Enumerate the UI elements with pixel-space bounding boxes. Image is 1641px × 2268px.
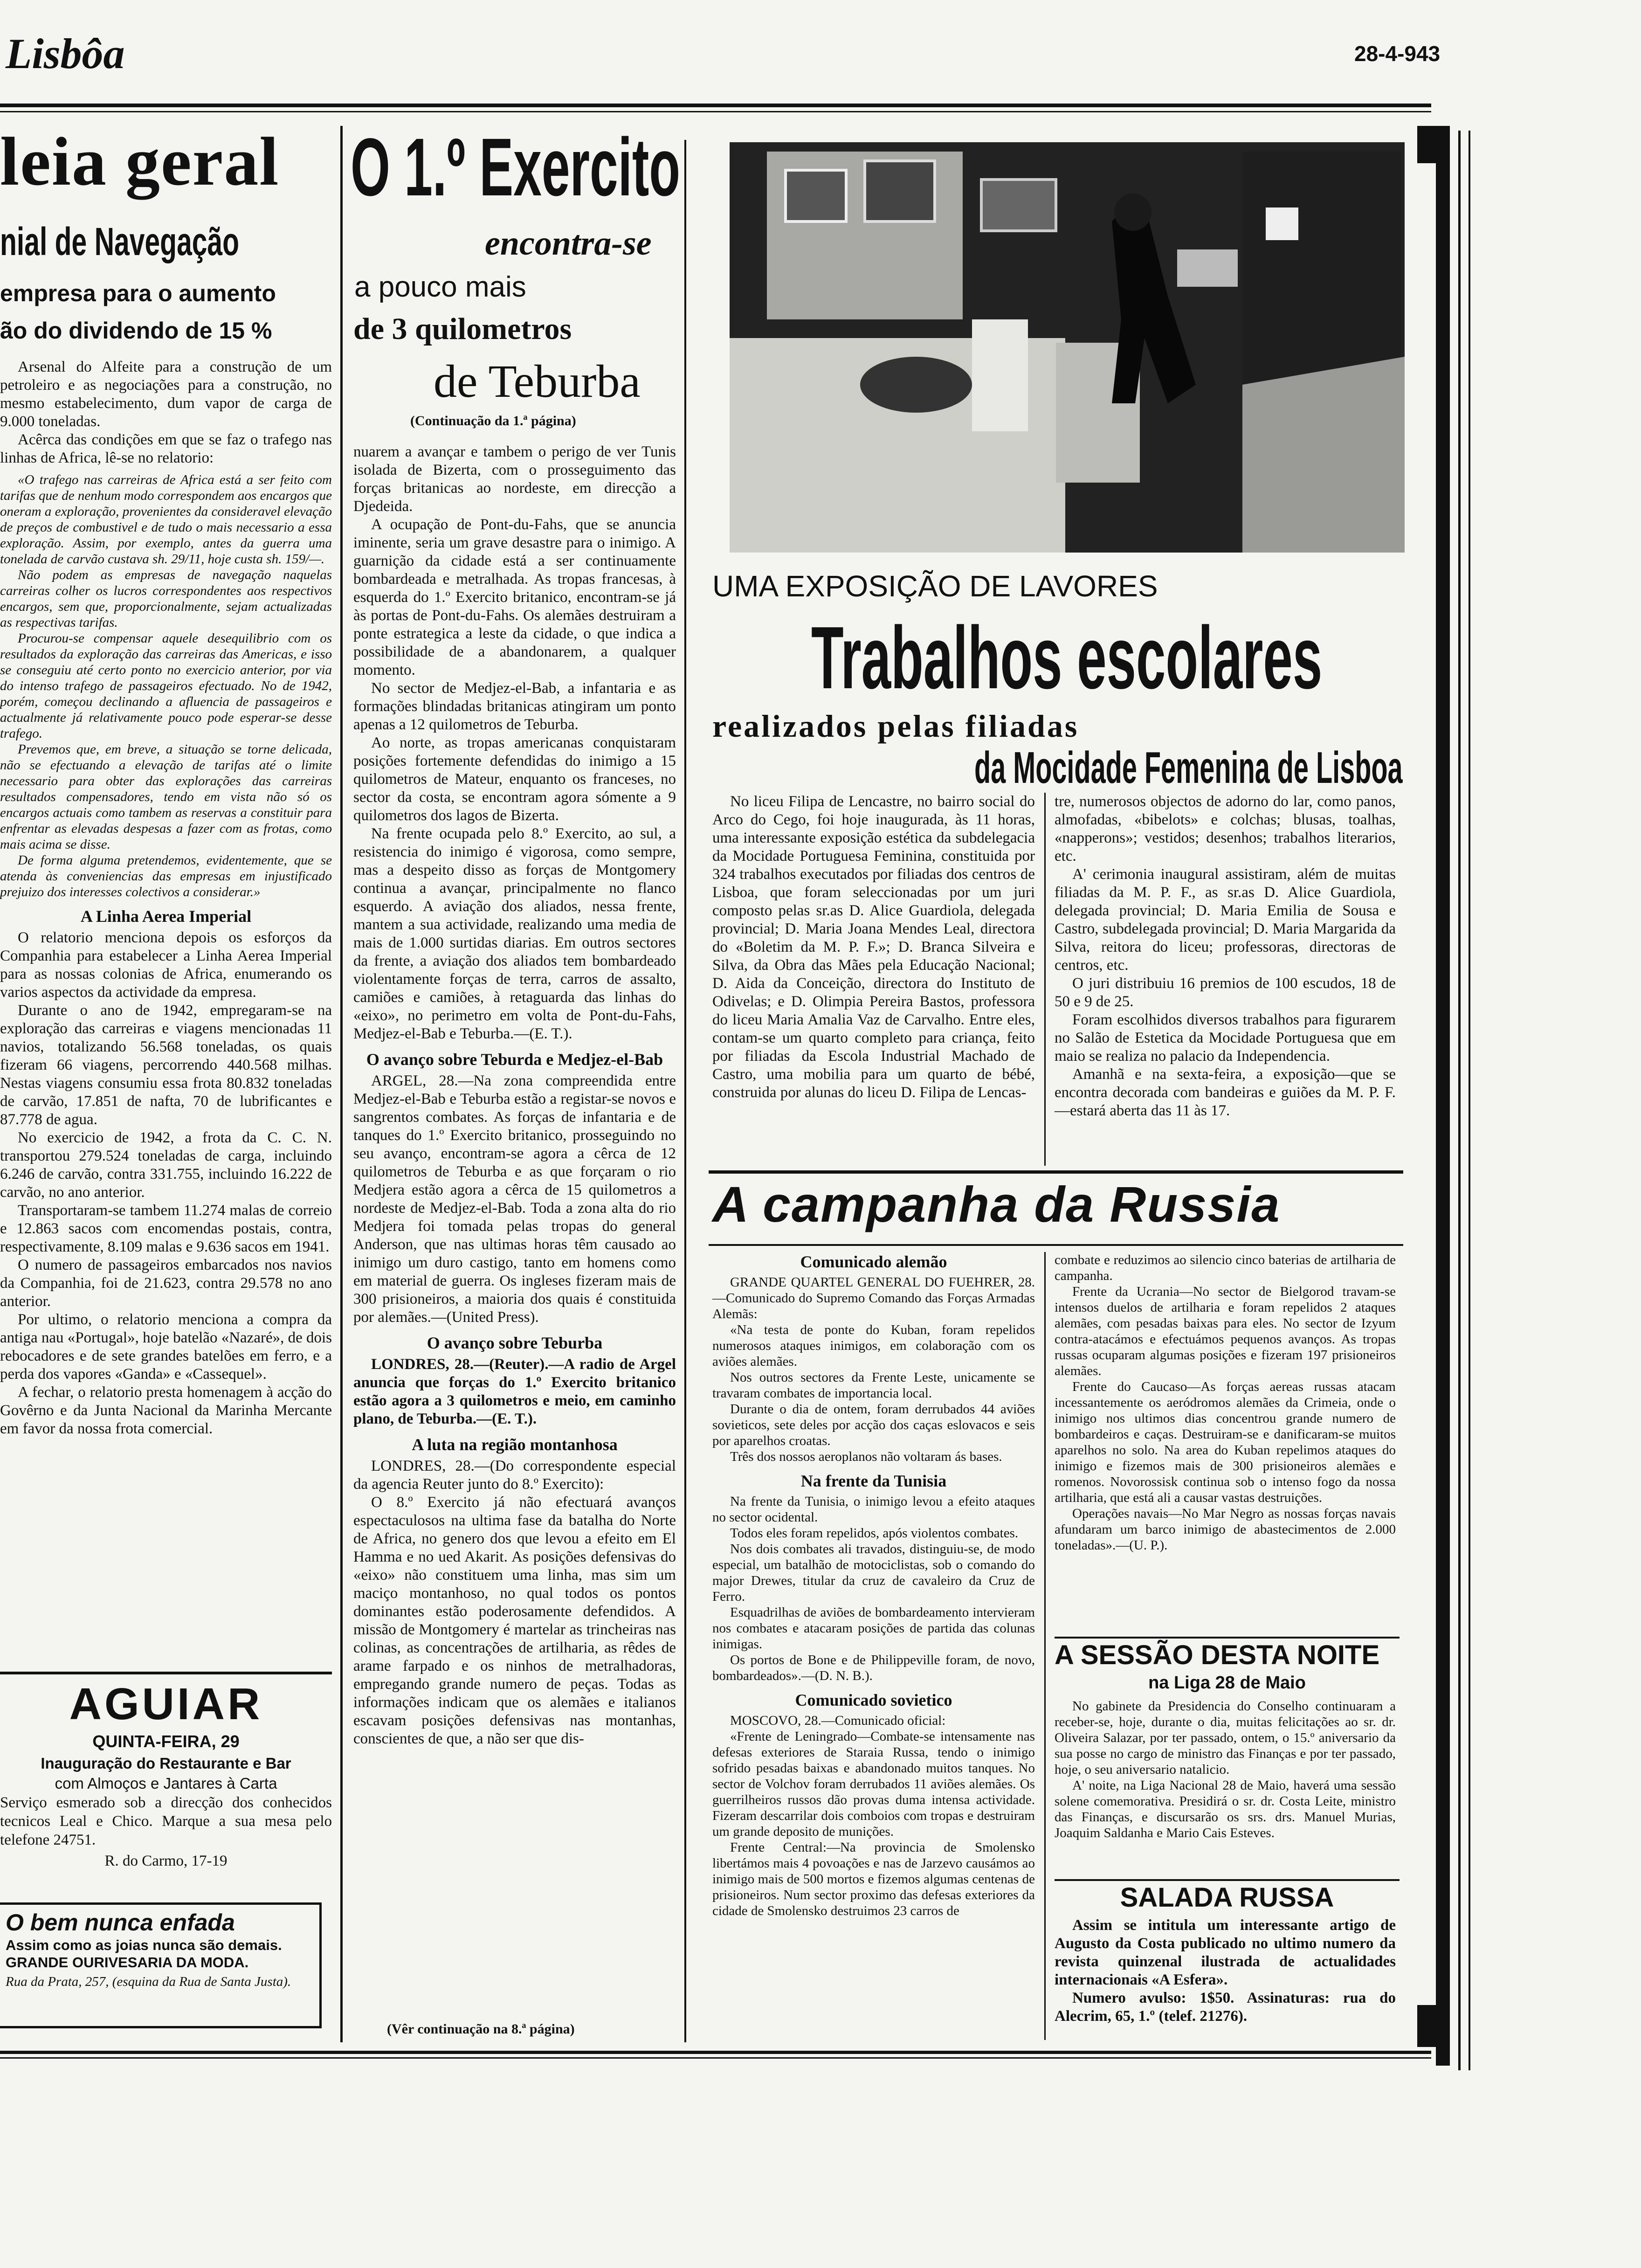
- ad-aguiar: [0, 1679, 332, 1873]
- russia-sub3: Comunicado sovietico: [795, 1691, 952, 1709]
- vertical-bar-thin: [1458, 131, 1461, 2070]
- sessao-headline: A SESSÃO DESTA NOITE: [1055, 1640, 1380, 1670]
- paragraph: A' cerimonia inaugural assistiram, além de muitas filiadas da M. P. F., as sr.as D. Alice Guardiola, delegada provincial; D. Maria Emilia de Sousa e Castro, subdelegada provincial; D. Maria Margarida da Silva, reitora do liceu; professoras, directoras de centros, etc.: [1055, 866, 1396, 974]
- ad-aguiar-line2: com Almoços e Jantares à Carta: [55, 1775, 277, 1792]
- ad-aguiar-name: AGUIAR: [69, 1679, 263, 1729]
- corner-block-top: [1417, 126, 1450, 163]
- center-continued: (Continuação da 1.ª página): [410, 413, 576, 429]
- ad-ourivesaria-address: Rua da Prata, 257, (esquina da Rua de Santa Justa).: [6, 1974, 291, 1989]
- paragraph: Amanhã e na sexta-feira, a exposição—que se encontra decorada com bandeiras e guiões da M. P. F.—estará aberta das 11 às 17.: [1055, 1066, 1396, 1119]
- center-divider: [684, 140, 686, 2042]
- paragraph: Todos eles foram repelidos, após violentos combates.: [730, 1526, 1019, 1541]
- exhibition-photo: [730, 142, 1405, 553]
- corner-block-bottom: [1417, 2005, 1450, 2047]
- paragraph: Foram escolhidos diversos trabalhos para figurarem no Salão de Estetica da Mocidade Portuguesa que em maio se realiza no palacio da Independencia.: [1055, 1011, 1396, 1065]
- paragraph: «Frente de Leningrado—Combate-se intensamente nas defesas exteriores de Staraia Russa, tendo o inimigo sofrido pesadas baixas e abandonado muitos tanques. No sector de Volchov foram derrubados 11 aviões alemães. Os guerrilheiros russos dão provas duma intensa actividade. Fizeram descarrilar dois comboios com tropas e destruiram um grande deposito de munições.: [712, 1729, 1035, 1839]
- paragraph: A' noite, na Liga Nacional 28 de Maio, haverá uma sessão solene comemorativa. Presidirá o sr. dr. Costa Leite, ministro das Finanças, e discursarão os srs. drs. Manuel Murias, Joaquim Saldanha e Mario Cais Esteves.: [1055, 1778, 1396, 1840]
- russia-sub2: Na frente da Tunisia: [800, 1472, 947, 1490]
- center-article-body: [353, 443, 676, 1748]
- russia-headline-rule: [709, 1244, 1403, 1246]
- paragraph: Arsenal do Alfeite para a construção de um petroleiro e as negociações para a construção, no mesmo estabelecimento, dum vapor de carga de 9.000 toneladas.: [0, 359, 332, 430]
- paragraph: No gabinete da Presidencia do Conselho continuaram a receber-se, hoje, durante o dia, muitas felicitações ao sr. dr. Oliveira Salazar, por ter passado, ontem, o 15.º aniversario da sua posse no cargo de ministro das Finanças e por ter passado, hoje, o seu aniversario natalicio.: [1055, 1699, 1396, 1777]
- paragraph: tre, numerosos objectos de adorno do lar, como panos, almofadas, «bibelots» e colchas; blusas, toalhas, «napperons»; vestidos; desenhos; trabalhos literarios, etc.: [1055, 793, 1396, 864]
- left-deck2: ão do dividendo de 15 %: [0, 318, 272, 344]
- ad-aguiar-line1: Inauguração do Restaurante e Bar: [41, 1755, 291, 1772]
- ad-ourivesaria-body: Assim como as joias nunca são demais. GRANDE OURIVESARIA DA MODA.: [6, 1937, 282, 1971]
- center-subhead-1: O avanço sobre Teburda e Medjez-el-Bab: [366, 1050, 663, 1069]
- salada-body: [1055, 1916, 1396, 2026]
- paragraph: Por ultimo, o relatorio menciona a compra da antiga nau «Portugal», hoje batelão «Nazaré», de dois rebocadores e de sete grandes batelões em ferro, e a perda dos vapores «Ganda» e «Cassequel».: [0, 1311, 332, 1383]
- sessao-sub: na Liga 28 de Maio: [1148, 1673, 1306, 1693]
- ad-top-rule: [0, 1672, 332, 1674]
- sessao-top-rule: [1055, 1637, 1400, 1639]
- quote-paragraph: «O trafego nas carreiras de Africa está a ser feito com tarifas que de nenhum modo correspondem aos encargos que oneram a exploração, provenientes da consideravel elevação de preços de combustivel e de tudo o mais necessario a essa exploração. Assim, por exemplo, antes da guerra uma tonelada de carvão custava sh. 29/11, hoje custa sh. 159/—.: [0, 472, 332, 567]
- ad-aguiar-day: QUINTA-FEIRA, 29: [92, 1732, 240, 1751]
- paragraph: Na frente ocupada pelo 8.º Exercito, ao sul, a resistencia do inimigo é vigorosa, como sempre, mas a despeito disso as forças de Montgomery continua a avançar, principalmente no flanco esquerdo. A aviação dos aliados, nessa frente, mantem a sua actividade, realizando uma media de mais de 1.000 surtidas diarias. Em outros sectores da frente, a aviação dos aliados tem bombardeado violentamente forças de terra, carros de assalto, camiões e camiões, à retaguarda das linhas do «eixo», no perimetro em volta de Pont-du-Fahs, Medjez-el-Bab e Teburba.—(E. T.).: [353, 825, 676, 1042]
- paragraph: Acêrca das condições em que se faz o trafego nas linhas de Africa, lê-se no relatorio:: [0, 431, 332, 466]
- center-headline: O 1.º Exercito: [351, 122, 680, 213]
- russia-sub1: Comunicado alemão: [800, 1252, 947, 1271]
- vertical-bar-thin-2: [1469, 131, 1470, 2070]
- vertical-bar: [1436, 135, 1450, 2066]
- paragraph: O numero de passageiros embarcados nos navios da Companhia, foi de 21.623, contra 29.578 no ano anterior.: [0, 1257, 332, 1310]
- salada-top-rule: [1055, 1879, 1400, 1881]
- paragraph: «Na testa de ponte do Kuban, foram repelidos numerosos ataques inimigos, em colaboração com os aviões alemães.: [712, 1322, 1035, 1369]
- paragraph: No exercicio de 1942, a frota da C. C. N. transportou 279.524 toneladas de carga, incluindo 6.246 de carvão, contra 331.755, incluindo 16.222 de carvão, no ano anterior.: [0, 1129, 332, 1201]
- ad-ourivesaria: [0, 1902, 322, 2028]
- paragraph: Durante o dia de ontem, foram derrubados 44 aviões sovieticos, sete deles por acção dos caças eslovacos e seis por aparelhos croatas.: [712, 1402, 1035, 1448]
- paragraph: combate e reduzimos ao silencio cinco baterias de artilharia de campanha.: [1055, 1252, 1396, 1283]
- ad-ourivesaria-title: O bem nunca enfada: [6, 1909, 235, 1936]
- center-subhead-2: O avanço sobre Teburba: [427, 1334, 603, 1352]
- expo-col-divider: [1044, 793, 1046, 1166]
- quote-paragraph: Procurou-se compensar aquele desequilibrio com os resultados da exploração das carreiras das Americas, e isso se conseguiu até certo ponto no exercicio anterior, por via do intenso trafego de passageiros efectuado. No de 1942, porém, começou declinando a afluencia de passageiros e actualmente já relativamente pouco pode esperar-se desse trafego.: [0, 631, 332, 741]
- paragraph: No liceu Filipa de Lencastre, no bairro social do Arco do Cego, foi hoje inaugurada, às 11 horas, uma interessante exposição estética da subdelegacia da Mocidade Portuguesa Feminina, constituida por 324 trabalhos executados por filiadas dos centros de Lisboa, que foram seleccionadas por um juri composto pelas sr.as D. Alice Guardiola, delegada provincial; D. Maria Joana Mendes Leal, directora do «Boletim da M. P. F.»; D. Branca Silveira e Silva, da Obra das Mães pela Educação Nacional; D. Aida da Conceição, directora do Instituto de Odivelas; e D. Olimpia Pereira Bastos, professora do liceu Maria Amalia Vaz de Carvalho. Entre eles, contam-se um quarto completo para criança, feito por filiadas da Escola Industrial Machado de Castro, uma mobilia para um quarto de bébé, construida por alunas do liceu D. Filipa de Lencas-: [712, 793, 1035, 1101]
- paragraph: Frente da Ucrania—No sector de Bielgorod travam-se intensos duelos de artilharia e foram repelidos 2 ataques alemães, com pesadas baixas para eles. No sector de Izyum contra-atacámos e efectuámos pequenos avanços. As tropas russas ocuparam algumas posições e fizeram 197 prisioneiros alemães.: [1055, 1284, 1396, 1378]
- paragraph: O relatorio menciona depois os esforços da Companhia para estabelecer a Linha Aerea Imperial para as nossas colonias de Africa, enumerando os varios aspectos da actividade da empresa.: [0, 929, 332, 1001]
- paragraph: O 8.º Exercito já não efectuará avanços espectaculosos na ultima fase da batalha do Norte de Africa, no genero dos que levou a efeito em El Hamma e no ued Akarit. As posições defensivas do «eixo» não constituem uma linha, mas sim um maciço montanhoso, no qual todos os pontos dominantes estão poderosamente defendidos. A missão de Montgomery é martelar as trincheiras nas colinas, as concentrações de artilharia, as rêdes de arame farpado e os ninhos de metralhadoras, empregando grande numero de peças. Todas as informações indicam que os alemães e italianos escavam posições defensivas nas montanhas, conscientes de que, a não ser que dis-: [353, 1494, 676, 1747]
- paragraph: Ao norte, as tropas americanas conquistaram posições fortemente defendidas do inimigo a 15 quilometros de Mateur, enquanto os franceses, no sector da costa, se encontram agora sómente a 9 quilometros dos lagos de Bizerta.: [353, 734, 676, 824]
- quote-paragraph: Prevemos que, em breve, a situação se torne delicada, não se efectuando a elevação de tarifas até o limite necessario para obter das explorações das carreiras resultados compensadores, tendo em vista não só os encargos actuais como tambem as reservas a constituir para enfrentar as elevadas despesas a fazer com as frotas, como mais acima se disse.: [0, 742, 332, 852]
- left-deck1: empresa para o aumento: [0, 280, 276, 306]
- paragraph: nuarem a avançar e tambem o perigo de ver Tunis isolada de Bizerta, com o prosseguimento das forças britanicas ao nordeste, em direcção a Djedeida.: [353, 443, 676, 515]
- paragraph: A fechar, o relatorio presta homenagem à acção do Govêrno e da Junta Nacional da Marinha Mercante em favor da nossa frota comercial.: [0, 1384, 332, 1437]
- center-deck3: de 3 quilometros: [353, 312, 572, 346]
- footer-rule-thin: [0, 2057, 1431, 2059]
- expo-headline: Trabalhos escolares: [811, 608, 1323, 707]
- expo-kicker: UMA EXPOSIÇÃO DE LAVORES: [712, 569, 1158, 603]
- sessao-body: [1055, 1698, 1396, 1841]
- russia-col1: [712, 1252, 1035, 1919]
- center-deck2: a pouco mais: [354, 271, 526, 303]
- left-article-body: [0, 358, 332, 1438]
- paragraph: ARGEL, 28.—Na zona compreendida entre Medjez-el-Bab e Teburba estão a registar-se novos e sangrentos combates. As forças de infantaria e de tanques do 1.º Exercito britanico, prosseguindo no seu avanço, encontram-se agora a cêrca de 12 quilometros de Teburba e as que forçaram o rio Medjera estão agora a cêrca de 15 quilometros a nordeste de Medjez-el-Bab. Toda a zona alta do rio Medjera foi tomada pelas tropas do general Anderson, que nas ultimas horas têm causado ao inimigo um duro castigo, tanto em homens como em material de guerra. Os ingleses fizeram mais de 300 prisioneiros, a maioria dos quais é constituida por alemães.—(United Press).: [353, 1072, 676, 1326]
- left-headline-divider: [340, 126, 343, 2042]
- paragraph: LONDRES, 28.—(Do correspondente especial da agencia Reuter junto do 8.º Exercito):: [353, 1458, 676, 1493]
- ad-aguiar-body: Serviço esmerado sob a direcção dos conhecidos tecnicos Leal e Chico. Marque a sua mesa pelo telefone 24751.: [0, 1794, 332, 1848]
- header-rule-thin: [0, 111, 1431, 112]
- ad-aguiar-address: R. do Carmo, 17-19: [104, 1853, 228, 1869]
- expo-deck2: da Mocidade Femenina de Lisboa: [974, 743, 1403, 793]
- paragraph: Frente Central:—Na provincia de Smolensko libertámos mais 4 povoações e nas de Jarzevo causámos ao inimigo mais de 500 mortos e fizemos algumas centenas de prisioneiros. Num sector proximo das defesas exteriores da cidade de Smolensko destruimos 23 carros de: [712, 1840, 1035, 1918]
- quote-paragraph: De forma alguma pretendemos, evidentemente, que se atenda às conveniencias das empresas em injustificado prejuizo dos interesses colectivos a considerar.»: [0, 853, 332, 899]
- paragraph: Na frente da Tunisia, o inimigo levou a efeito ataques no sector ocidental.: [712, 1494, 1035, 1525]
- paragraph: Os portos de Bone e de Philippeville foram, de novo, bombardeados».—(D. N. B.).: [712, 1653, 1035, 1683]
- quote-paragraph: Não podem as empresas de navegação naquelas carreiras colher os lucros correspondentes aos respectivos encargos, sem que, proporcionalmente, sejam actualizadas as respectivas tarifas.: [0, 567, 332, 630]
- header-rule: [0, 104, 1431, 107]
- paragraph: Transportaram-se tambem 11.274 malas de correio e 12.863 sacos com encomendas postais, contra, respectivamente, 8.109 malas e 9.636 sacos em 1941.: [0, 1202, 332, 1255]
- photo-illustration: [730, 142, 1405, 553]
- paragraph: Esquadrilhas de aviões de bombardeamento intervieram nos combates e atacaram posições de partida das colunas inimigas.: [712, 1605, 1035, 1652]
- center-continued-end: (Vêr continuação na 8.ª página): [387, 2021, 575, 2037]
- issue-date: 28-4-943: [1354, 41, 1441, 66]
- paragraph: MOSCOVO, 28.—Comunicado oficial:: [730, 1713, 946, 1728]
- paragraph: O juri distribuiu 16 premios de 100 escudos, 18 de 50 e 9 de 25.: [1055, 975, 1396, 1010]
- expo-deck1: realizados pelas filiadas: [712, 708, 1079, 744]
- paragraph: Durante o ano de 1942, empregaram-se na exploração das carreiras e viagens mencionadas 11 navios, totalizando 56.568 toneladas, os quais fizeram 66 viagens, percorrendo 440.568 milhas. Nestas viagens consumiu essa frota 80.832 toneladas de carvão, 17.851 de nafta, 70 de lubrificantes e 87.778 de agua.: [0, 1002, 332, 1128]
- center-deck4: de Teburba: [434, 355, 641, 407]
- footer-rule: [0, 2051, 1431, 2054]
- salada-headline: SALADA RUSSA: [1120, 1882, 1334, 1913]
- expo-col1: [712, 793, 1035, 1102]
- expo-col2: [1055, 793, 1396, 1120]
- paragraph: Numero avulso: 1$50. Assinaturas: rua do Alecrim, 65, 1.º (telef. 21276).: [1055, 1990, 1396, 2025]
- paragraph: Operações navais—No Mar Negro as nossas forças navais afundaram um barco inimigo de abastecimentos de 2.000 toneladas».—(U. P.).: [1055, 1506, 1396, 1553]
- paragraph: Assim se intitula um interessante artigo de Augusto da Costa publicado no ultimo numero da revista quinzenal ilustrada de actualidades internacionais «A Esfera».: [1055, 1917, 1396, 1988]
- paragraph: Três dos nossos aeroplanos não voltaram ás bases.: [730, 1449, 1002, 1464]
- left-subhead: A Linha Aerea Imperial: [80, 907, 252, 926]
- paragraph: A ocupação de Pont-du-Fahs, que se anuncia iminente, seria um grave desastre para o inimigo. A guarnição da cidade está a ser continuamente bombardeada e metralhada. As tropas francesas, à esquerda do 1.º Exercito britanico, encontram-se já às portas de Pont-du-Fahs. Os alemães destruiram a ponte estrategica a leste da cidade, o que indica a possibilidade de a abandonarem, a qualquer momento.: [353, 516, 676, 678]
- russia-top-rule: [709, 1170, 1403, 1174]
- russia-col2: [1055, 1252, 1396, 1553]
- russia-col-divider: [1044, 1252, 1046, 2040]
- russia-headline: A campanha da Russia: [712, 1176, 1281, 1232]
- paragraph: No sector de Medjez-el-Bab, a infantaria e as formações blindadas britanicas atingiram um ponto apenas a 12 quilometros de Teburba.: [353, 680, 676, 733]
- center-deck1: encontra-se: [485, 224, 652, 263]
- paragraph: Nos dois combates ali travados, distinguiu-se, de modo especial, um batalhão de motociclistas, sob o comando do major Drewes, titular da cruz de cavaleiro da Cruz de Ferro.: [712, 1542, 1035, 1604]
- paragraph: GRANDE QUARTEL GENERAL DO FUEHRER, 28.—Comunicado do Supremo Comando das Forças Armadas Alemãs:: [712, 1275, 1035, 1321]
- paragraph: Frente do Caucaso—As forças aereas russas atacam incessantemente os aeródromos alemães da Crimeia, onde o inimigo nos ultimos dias concentrou grande numero de bombardeiros e caças. Destruiram-se e danificaram-se muitos aparelhos no solo. Na area do Kuban repelimos ataques do inimigo e fizemos mais de 300 prisioneiros alemães e romenos. Novorossisk continua sob o intenso fogo da nossa artilharia, que está ali a causar vastas destruições.: [1055, 1379, 1396, 1505]
- masthead-city: Lisbôa: [6, 30, 125, 77]
- paragraph: Nos outros sectores da Frente Leste, unicamente se travaram combates de importancia local.: [712, 1370, 1035, 1401]
- left-headline: leia geral: [0, 124, 280, 200]
- center-subhead-3: A luta na região montanhosa: [412, 1435, 618, 1454]
- left-kicker: nial de Navegação: [0, 220, 240, 263]
- bold-paragraph: LONDRES, 28.—(Reuter).—A radio de Argel anuncia que forças do 1.º Exercito britanico estão agora a 3 quilometros e meio, em caminho plano, de Teburba.—(E. T.).: [353, 1356, 676, 1427]
